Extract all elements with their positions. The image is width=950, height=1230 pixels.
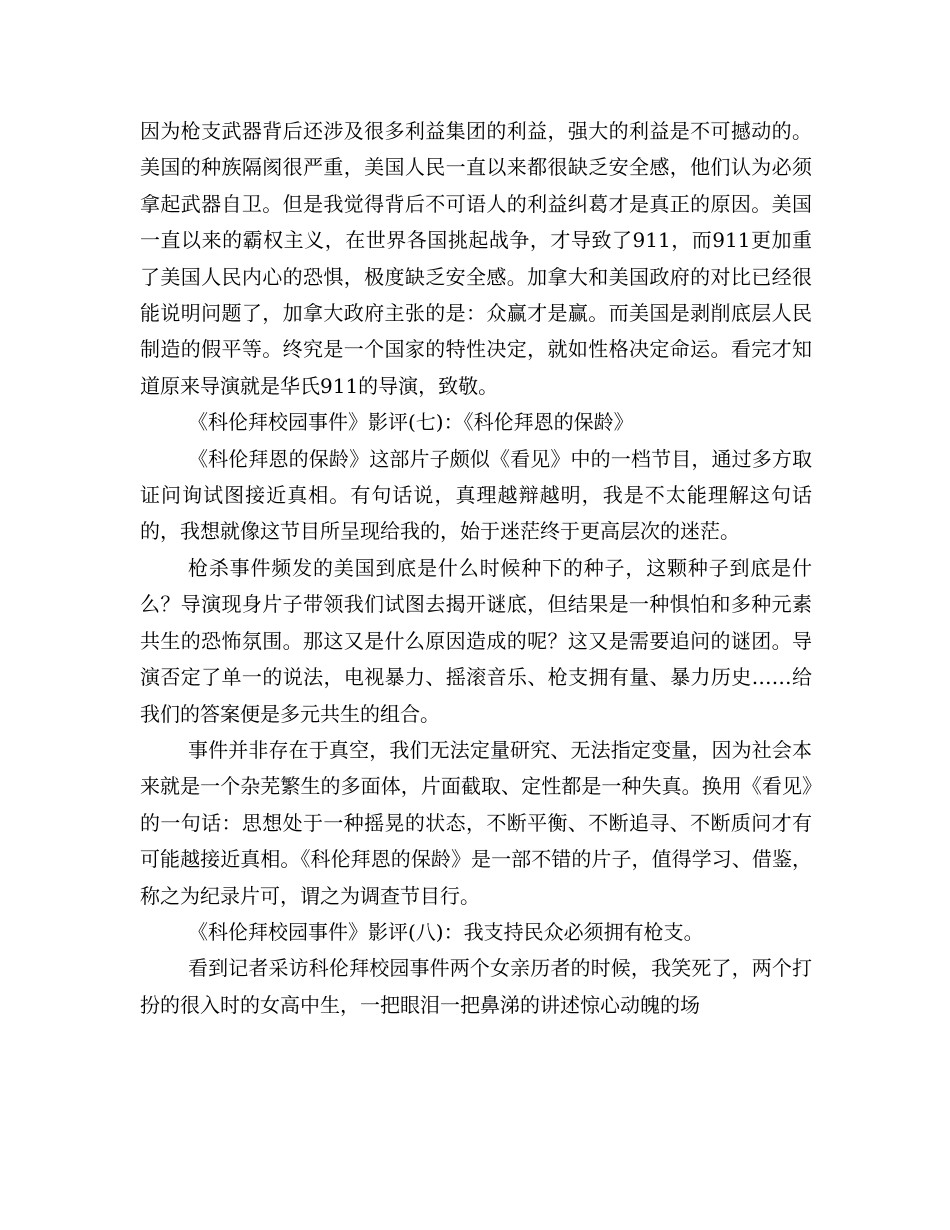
paragraph-continuation: 因为枪支武器背后还涉及很多利益集团的利益，强大的利益是不可撼动的。美国的种族隔阂很严重，美国人民一直以来都很缺乏安全感，他们认为必须拿起武器自卫。但是我觉得背后不可语人的利益纠葛才是真正的原因。美国一直以来的霸权主义，在世界各国挑起战争，才导致了911，而911更加重了美国人民内心的恐惧，极度缺乏安全感。加拿大和美国政府的对比已经很能说明问题了，加拿大政府主张的是：众赢才是赢。而美国是剥削底层人民制造的假平等。终究是一个国家的特性决定，就如性格决定命运。看完才知道原来导演就是华氏911的导演，致敬。: [140, 119, 812, 398]
paragraph-bowling-intro: 《科伦拜恩的保龄》这部片子颇似《看见》中的一档节目，通过多方取证问询试图接近真相。有句话说，真理越辩越明，我是不太能理解这句话的，我想就像这节目所呈现给我的，始于迷茫终于更高层次的迷茫。: [140, 446, 812, 544]
review-heading-8: 《科伦拜校园事件》影评(八)：我支持民众必须拥有枪支。: [188, 919, 704, 944]
paragraph-interview: 看到记者采访科伦拜校园事件两个女亲历者的时候，我笑死了，两个打扮的很入时的女高中生，一把眼泪一把鼻涕的讲述惊心动魄的场: [140, 956, 812, 1017]
review-heading-7: 《科伦拜校园事件》影评(七)：《科伦拜恩的保龄》: [188, 410, 634, 435]
paragraph-gun-violence-cause: 枪杀事件频发的美国到底是什么时候种下的种子，这颗种子到底是什么？导演现身片子带领我们试图去揭开谜底，但结果是一种惧怕和多种元素共生的恐怖氛围。那这又是什么原因造成的呢？这又是需要追问的谜团。导演否定了单一的说法，电视暴力、摇滚音乐、枪支拥有量、暴力历史……给我们的答案便是多元共生的组合。: [140, 555, 812, 726]
paragraph-reflection: 事件并非存在于真空，我们无法定量研究、无法指定变量，因为社会本来就是一个杂芜繁生的多面体，片面截取、定性都是一种失真。换用《看见》的一句话：思想处于一种摇晃的状态，不断平衡、不断追寻、不断质问才有可能越接近真相。《科伦拜恩的保龄》是一部不错的片子，值得学习、借鉴，称之为纪录片可，谓之为调查节目行。: [140, 737, 812, 908]
document-page: [140, 113, 812, 1023]
